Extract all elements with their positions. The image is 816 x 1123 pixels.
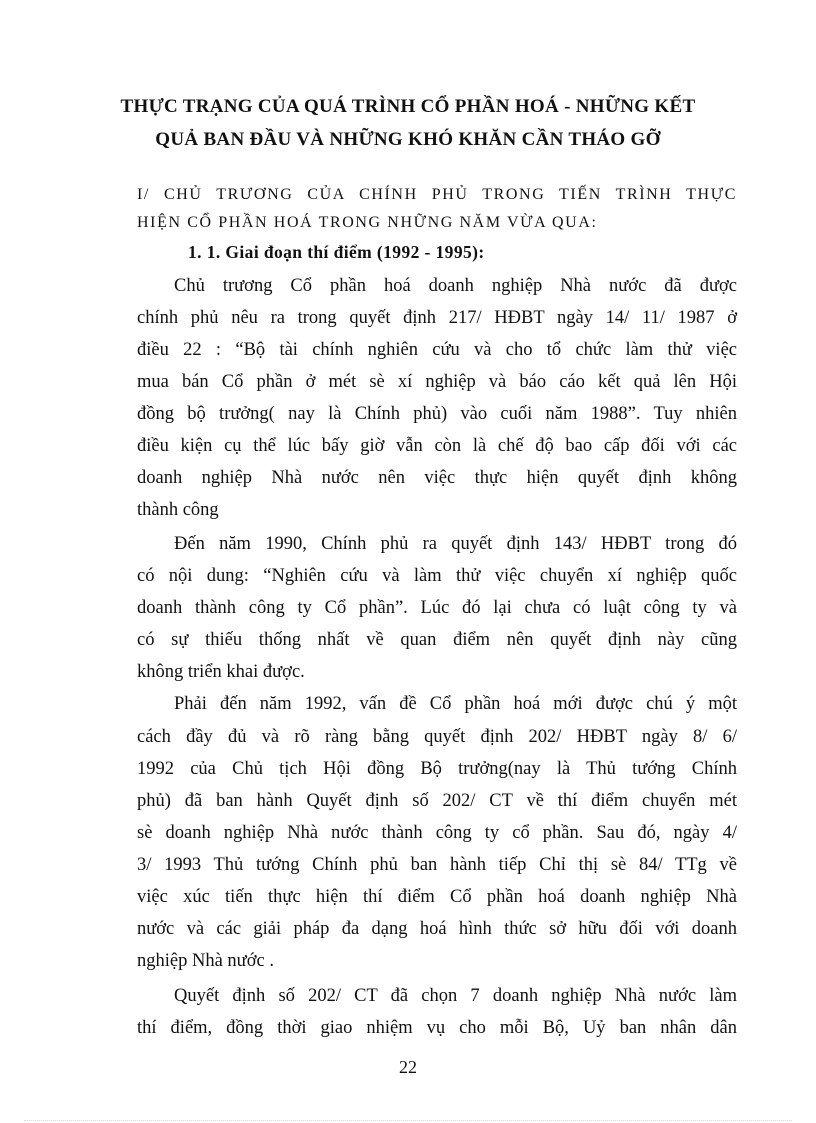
page-bottom-divider	[24, 1120, 792, 1121]
paragraph-3-line: 3/ 1993 Thủ tướng Chính phủ ban hành tiếp Chỉ thị sè 84/ TTg về	[137, 855, 737, 875]
section-heading	[137, 181, 737, 237]
paragraph-3-line: nghiệp Nhà nước .	[137, 951, 274, 971]
paragraph-2-line: không triển khai được.	[137, 662, 305, 682]
paragraph-1-line: thành công	[137, 500, 219, 520]
paragraph-1-line: điều kiện cụ thể lúc bấy giờ vẫn còn là chế độ bao cấp đối với các	[137, 436, 737, 456]
paragraph-1-line: doanh nghiệp Nhà nước nên việc thực hiện quyết định không	[137, 468, 737, 488]
paragraph-3-line: phủ) đã ban hành Quyết định số 202/ CT về thí điểm chuyển mét	[137, 791, 737, 811]
title-line-1: THỰC TRẠNG CỦA QUÁ TRÌNH CỔ PHẦN HOÁ - NHỮNG KẾT	[120, 96, 696, 117]
paragraph-3-line: sè doanh nghiệp Nhà nước thành công ty cổ phần. Sau đó, ngày 4/	[137, 823, 737, 843]
paragraph-1-line: đồng bộ trưởng( nay là Chính phủ) vào cuối năm 1988”. Tuy nhiên	[137, 404, 737, 424]
paragraph-2-line: có sự thiếu thống nhất về quan điểm nên quyết định này cũng	[137, 630, 737, 650]
paragraph-1-line: chính phủ nêu ra trong quyết định 217/ HĐBT ngày 14/ 11/ 1987 ở	[137, 308, 737, 328]
paragraph-3-line: nước và các giải pháp đa dạng hoá hình thức sở hữu đối với doanh	[137, 919, 737, 939]
paragraph-4-line: Quyết định số 202/ CT đã chọn 7 doanh nghiệp Nhà nước làm	[174, 986, 737, 1006]
paragraph-4-line: thí điểm, đồng thời giao nhiệm vụ cho mỗi Bộ, Uỷ ban nhân dân	[137, 1018, 737, 1038]
paragraph-1-line: Chủ trương Cổ phần hoá doanh nghiệp Nhà nước đã được	[174, 276, 737, 296]
page-title	[120, 90, 696, 156]
paragraph-2-line: Đến năm 1990, Chính phủ ra quyết định 143/ HĐBT trong đó	[174, 534, 737, 554]
paragraph-1-line: điều 22 : “Bộ tài chính nghiên cứu và cho tổ chức làm thử việc	[137, 340, 737, 360]
title-line-2: QUẢ BAN ĐẦU VÀ NHỮNG KHÓ KHĂN CẦN THÁO GỠ	[155, 129, 661, 150]
paragraph-2-line: doanh thành công ty Cổ phần”. Lúc đó lại chưa có luật công ty và	[137, 598, 737, 618]
paragraph-2-line: có nội dung: “Nghiên cứu và làm thử việc chuyển xí nghiệp quốc	[137, 566, 737, 586]
subheading: 1. 1. Giai đoạn thí điểm (1992 - 1995):	[188, 242, 485, 262]
paragraph-1-line: mua bán Cổ phần ở mét sè xí nghiệp và báo cáo kết quả lên Hội	[137, 372, 737, 392]
paragraph-3-line: việc xúc tiến thực hiện thí điểm Cổ phần hoá doanh nghiệp Nhà	[137, 887, 737, 907]
paragraph-3-line: 1992 của Chủ tịch Hội đồng Bộ trưởng(nay là Thủ tướng Chính	[137, 759, 737, 779]
paragraph-3-line: Phải đến năm 1992, vấn đề Cổ phần hoá mới được chú ý một	[174, 694, 737, 714]
paragraph-3-line: cách đầy đủ và rõ ràng bằng quyết định 202/ HĐBT ngày 8/ 6/	[137, 727, 737, 747]
section-heading-line-2: HIỆN CỔ PHẦN HOÁ TRONG NHỮNG NĂM VỪA QUA:	[137, 214, 598, 231]
section-heading-line-1: I/ CHỦ TRƯƠNG CỦA CHÍNH PHỦ TRONG TIẾN TRÌNH THỰC	[137, 186, 737, 203]
page-number: 22	[399, 1057, 417, 1077]
